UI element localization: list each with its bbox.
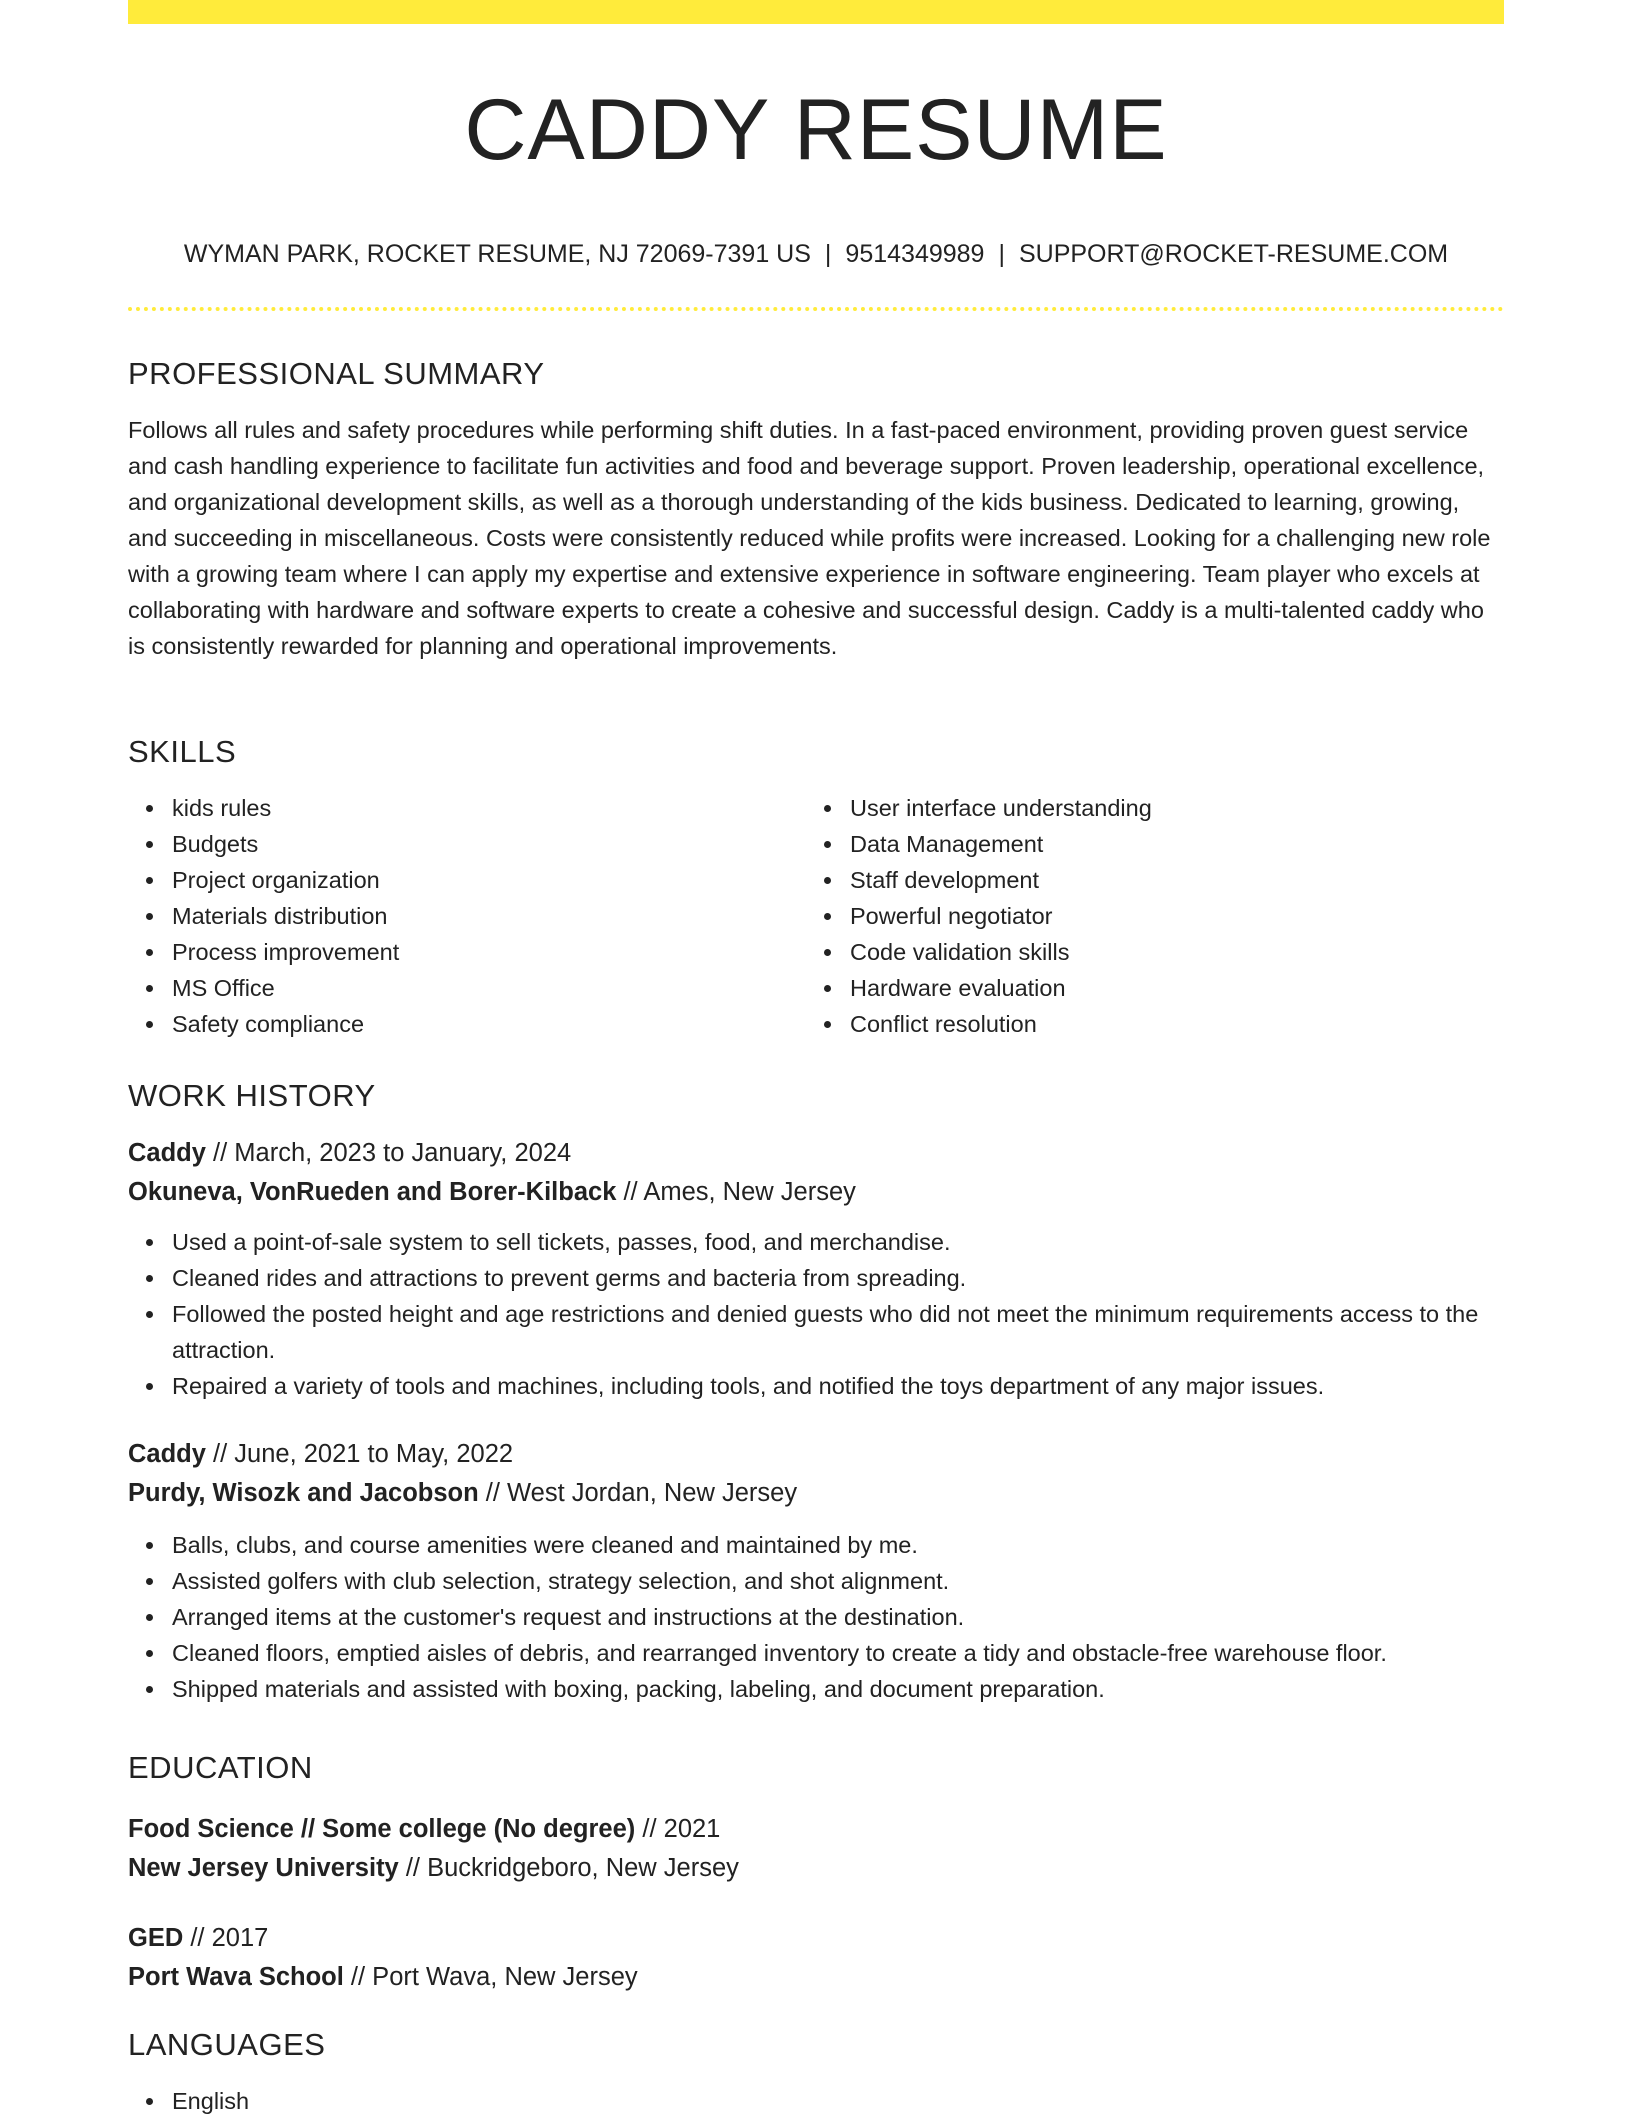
skill-item: Materials distribution [128,898,806,934]
job-duty: Arranged items at the customer's request and instructions at the destination. [128,1599,1504,1635]
job-role: Caddy [128,1139,206,1167]
job-company: Okuneva, VonRueden and Borer-Kilback [128,1178,617,1206]
job-duty: Repaired a variety of tools and machines, including tools, and notified the toys department of any major issues. [128,1368,1504,1404]
job-duty: Cleaned rides and attractions to prevent germs and bacteria from spreading. [128,1260,1504,1296]
education-entry [128,1919,1504,1997]
job-duty: Followed the posted height and age restrictions and denied guests who did not meet the minimum requirements access to the attraction. [128,1296,1504,1368]
job-entry [128,1435,1504,1707]
phone: 9514349989 [845,240,985,268]
languages-heading: LANGUAGES [128,2027,326,2062]
top-accent-bar [128,0,1504,24]
education-year: // 2017 [183,1924,269,1952]
skill-item: Hardware evaluation [806,970,1484,1006]
languages-section [128,2025,1504,2119]
skill-item: Code validation skills [806,934,1484,970]
job-duty: Shipped materials and assisted with boxing, packing, labeling, and document preparation. [128,1671,1504,1707]
job-duty: Cleaned floors, emptied aisles of debris, and rearranged inventory to create a tidy and obstacle-free warehouse floor. [128,1635,1504,1671]
education-school: New Jersey University [128,1854,399,1882]
education-degree: Food Science // Some college (No degree) [128,1815,636,1843]
job-company: Purdy, Wisozk and Jacobson [128,1479,479,1507]
work-history-section [128,1076,1504,1707]
skill-item: Data Management [806,826,1484,862]
job-role: Caddy [128,1440,206,1468]
education-section [128,1748,1504,1997]
education-school-line [128,1958,1504,1997]
summary-heading: PROFESSIONAL SUMMARY [128,356,545,391]
job-role-line [128,1435,1504,1474]
summary-section [128,354,1504,664]
education-entry [128,1810,1504,1888]
separator: | [998,240,1005,268]
skill-item: Safety compliance [128,1006,806,1042]
job-duties [128,1527,1504,1707]
job-role-line [128,1134,1504,1173]
languages-list [128,2083,1504,2119]
education-heading: EDUCATION [128,1750,313,1785]
job-duty: Assisted golfers with club selection, strategy selection, and shot alignment. [128,1563,1504,1599]
skills-list-left [128,790,806,1042]
education-location: // Buckridgeboro, New Jersey [398,1854,739,1882]
skill-item: Powerful negotiator [806,898,1484,934]
education-school: Port Wava School [128,1963,344,1991]
job-entry [128,1134,1504,1404]
job-company-line [128,1173,1504,1212]
separator: | [824,240,832,268]
job-location: // Ames, New Jersey [616,1178,856,1206]
skill-item: Project organization [128,862,806,898]
education-location: // Port Wava, New Jersey [343,1963,638,1991]
education-year: // 2021 [635,1815,721,1843]
education-degree-line [128,1810,1504,1849]
skill-item: User interface understanding [806,790,1484,826]
job-duty: Balls, clubs, and course amenities were cleaned and maintained by me. [128,1527,1504,1563]
resume-title: CADDY RESUME [464,82,1168,178]
job-duties [128,1224,1504,1404]
address: WYMAN PARK, ROCKET RESUME, NJ 72069-7391 US [183,240,811,268]
summary-text: Follows all rules and safety procedures while performing shift duties. In a fast-paced environment, providing proven guest service and cash handling experience to facilitate fun activities and food and beverage support. Proven leadership, operational excellence, and organizational development skills, as well as a thorough understanding of the kids business. Dedicated to learning, growing, and succeeding in miscellaneous. Costs were consistently reduced while profits were increased. Looking for a challenging new role with a growing team where I can apply my expertise and extensive experience in software engineering. Team player who excels at collaborating with hardware and software experts to create a cohesive and successful design. Caddy is a multi-talented caddy who is consistently rewarded for planning and operational improvements. [128,417,1491,659]
education-degree-line [128,1919,1504,1958]
skill-item: MS Office [128,970,806,1006]
skill-item: Process improvement [128,934,806,970]
job-duty: Used a point-of-sale system to sell tickets, passes, food, and merchandise. [128,1224,1504,1260]
email: SUPPORT@ROCKET-RESUME.COM [1018,240,1449,268]
language-item: English [128,2083,1504,2119]
job-dates: // March, 2023 to January, 2024 [205,1139,572,1167]
work-history-heading: WORK HISTORY [128,1078,376,1113]
skill-item: Conflict resolution [806,1006,1484,1042]
skills-heading: SKILLS [128,734,237,769]
header-divider [128,307,1504,311]
skills-section [128,732,1504,1042]
education-degree: GED [128,1924,184,1952]
skill-item: Budgets [128,826,806,862]
job-dates: // June, 2021 to May, 2022 [205,1440,514,1468]
education-school-line [128,1849,1504,1888]
job-location: // West Jordan, New Jersey [478,1479,798,1507]
contact-line [128,236,1504,272]
skill-item: Staff development [806,862,1484,898]
skills-columns [128,790,1504,1042]
skill-item: kids rules [128,790,806,826]
job-company-line [128,1474,1504,1513]
skills-list-right [806,790,1484,1042]
